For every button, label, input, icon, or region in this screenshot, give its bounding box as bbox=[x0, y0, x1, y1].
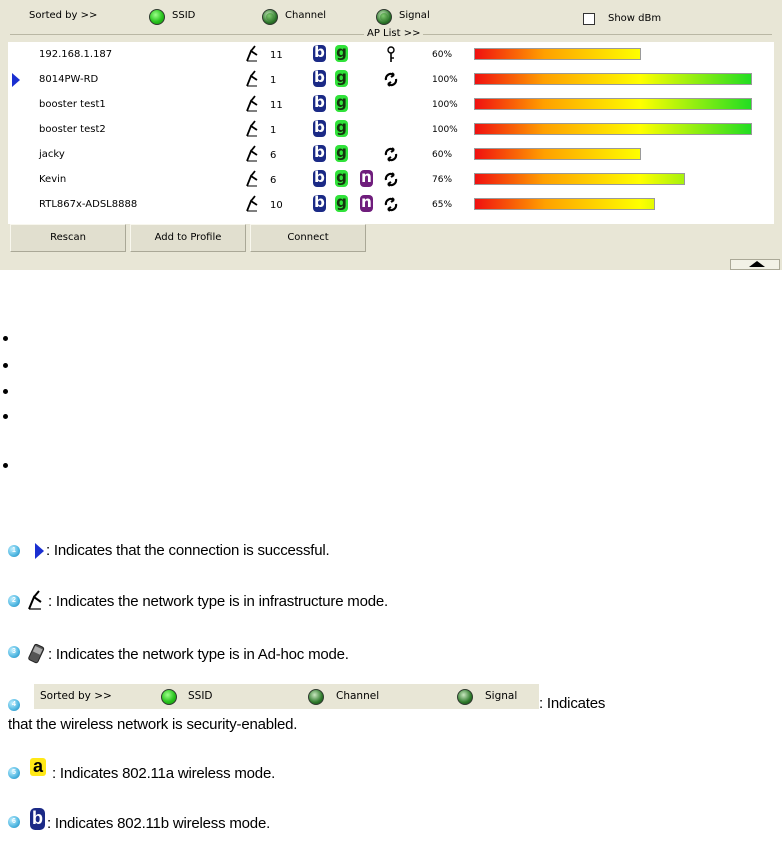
channel-radio-icon bbox=[308, 689, 324, 705]
ssid-label: SSID bbox=[188, 690, 213, 702]
signal-percent: 100% bbox=[432, 100, 458, 110]
legend-mode-b-text: : Indicates 802.11b wireless mode. bbox=[47, 815, 271, 832]
sort-signal-radio[interactable] bbox=[376, 9, 392, 25]
mode-g-icon: g bbox=[336, 43, 347, 61]
connect-button[interactable]: Connect bbox=[250, 224, 366, 252]
signal-strength-bar bbox=[474, 98, 752, 110]
mode-g-icon: g bbox=[336, 193, 347, 211]
signal-percent: 60% bbox=[432, 50, 453, 60]
ap-row[interactable] bbox=[8, 42, 774, 67]
number-badge: 2 bbox=[8, 595, 20, 607]
signal-radio-icon bbox=[457, 689, 473, 705]
mode-g-icon: g bbox=[336, 168, 347, 186]
mode-g-icon: g bbox=[336, 93, 347, 111]
infrastructure-icon bbox=[245, 170, 261, 188]
signal-percent: 60% bbox=[432, 150, 453, 160]
ap-list bbox=[8, 42, 774, 224]
ap-row[interactable] bbox=[8, 117, 774, 142]
ap-row[interactable] bbox=[8, 67, 774, 92]
signal-percent: 65% bbox=[432, 200, 453, 210]
add-to-profile-button[interactable]: Add to Profile bbox=[130, 224, 246, 252]
ap-row[interactable] bbox=[8, 142, 774, 167]
mode-b-icon: b bbox=[314, 143, 325, 161]
sort-signal-label[interactable]: Signal bbox=[399, 10, 430, 21]
bullet bbox=[3, 363, 8, 368]
signal-strength-bar bbox=[474, 123, 752, 135]
infrastructure-icon bbox=[245, 145, 261, 163]
ap-list-panel bbox=[0, 0, 782, 270]
mode-b-icon: b bbox=[314, 68, 325, 86]
channel-text: 11 bbox=[270, 50, 283, 61]
legend-adhoc-text: : Indicates the network type is in Ad-hoc mode. bbox=[48, 646, 349, 663]
mode-b-icon: b bbox=[314, 93, 325, 111]
sort-channel-label[interactable]: Channel bbox=[285, 10, 327, 21]
signal-strength-bar bbox=[474, 173, 685, 185]
number-badge: 6 bbox=[8, 816, 20, 828]
infrastructure-icon bbox=[245, 70, 261, 88]
mode-b-icon: b bbox=[32, 808, 43, 828]
channel-text: 6 bbox=[270, 175, 277, 186]
ssid-radio-icon bbox=[161, 689, 177, 705]
infrastructure-icon bbox=[245, 120, 261, 138]
signal-percent: 100% bbox=[432, 125, 458, 135]
sort-bar-sample bbox=[34, 684, 539, 709]
bullet bbox=[3, 389, 8, 394]
wpa-icon bbox=[383, 196, 399, 213]
mode-n-icon: n bbox=[361, 168, 372, 186]
number-badge: 5 bbox=[8, 767, 20, 779]
mode-b-icon: b bbox=[314, 168, 325, 186]
signal-strength-bar bbox=[474, 48, 641, 60]
legend-security-text-2: that the wireless network is security-enabled. bbox=[8, 716, 298, 733]
infrastructure-icon bbox=[245, 195, 261, 213]
wpa-icon bbox=[383, 71, 399, 88]
collapse-arrow-button[interactable] bbox=[730, 259, 780, 270]
adhoc-icon bbox=[26, 642, 46, 666]
infrastructure-icon bbox=[245, 95, 261, 113]
ap-list-title: AP List >> bbox=[364, 28, 423, 39]
sorted-by-label: Sorted by >> bbox=[29, 10, 98, 21]
infrastructure-icon bbox=[26, 589, 46, 611]
rescan-button[interactable]: Rescan bbox=[10, 224, 126, 252]
signal-strength-bar bbox=[474, 198, 655, 210]
mode-b-icon: b bbox=[314, 193, 325, 211]
wpa-icon bbox=[383, 171, 399, 188]
ssid-text: RTL867x-ADSL8888 bbox=[39, 199, 138, 210]
number-badge: 4 bbox=[8, 699, 20, 711]
sort-ssid-label[interactable]: SSID bbox=[172, 10, 196, 21]
channel-text: 10 bbox=[270, 200, 283, 211]
legend-infrastructure-text: : Indicates the network type is in infrastructure mode. bbox=[48, 593, 388, 610]
ap-row[interactable] bbox=[8, 167, 774, 192]
channel-text: 6 bbox=[270, 150, 277, 161]
signal-percent: 100% bbox=[432, 75, 458, 85]
bullet bbox=[3, 414, 8, 419]
legend-security-text-1: : Indicates bbox=[539, 695, 606, 712]
ap-row[interactable] bbox=[8, 92, 774, 117]
show-dbm-checkbox[interactable] bbox=[583, 13, 595, 25]
signal-strength-bar bbox=[474, 148, 641, 160]
sorted-by-label: Sorted by >> bbox=[40, 690, 112, 702]
channel-label: Channel bbox=[336, 690, 380, 702]
ssid-text: 192.168.1.187 bbox=[39, 49, 113, 60]
mode-b-icon: b bbox=[314, 118, 325, 136]
mode-a-icon: a bbox=[30, 758, 46, 776]
signal-percent: 76% bbox=[432, 175, 453, 185]
sort-channel-radio[interactable] bbox=[262, 9, 278, 25]
sort-ssid-radio[interactable] bbox=[149, 9, 165, 25]
ssid-text: Kevin bbox=[39, 174, 67, 185]
ssid-text: booster test2 bbox=[39, 124, 106, 135]
legend-mode-a-text: : Indicates 802.11a wireless mode. bbox=[52, 765, 276, 782]
key-icon bbox=[383, 46, 399, 63]
channel-text: 1 bbox=[270, 75, 277, 86]
connected-arrow-icon bbox=[35, 543, 44, 559]
ssid-text: booster test1 bbox=[39, 99, 106, 110]
channel-text: 1 bbox=[270, 125, 277, 136]
number-badge: 3 bbox=[8, 646, 20, 658]
show-dbm-label[interactable]: Show dBm bbox=[608, 13, 662, 24]
ap-row[interactable] bbox=[8, 192, 774, 217]
channel-text: 11 bbox=[270, 100, 283, 111]
mode-g-icon: g bbox=[336, 118, 347, 136]
ssid-text: jacky bbox=[39, 149, 65, 160]
legend-connected-text: : Indicates that the connection is successful. bbox=[46, 542, 330, 559]
mode-n-icon: n bbox=[361, 193, 372, 211]
mode-g-icon: g bbox=[336, 68, 347, 86]
signal-strength-bar bbox=[474, 73, 752, 85]
bullet bbox=[3, 336, 8, 341]
number-badge: 1 bbox=[8, 545, 20, 557]
mode-g-icon: g bbox=[336, 143, 347, 161]
wpa-icon bbox=[383, 146, 399, 163]
mode-b-icon: b bbox=[314, 43, 325, 61]
ssid-text: 8014PW-RD bbox=[39, 74, 99, 85]
infrastructure-icon bbox=[245, 45, 261, 63]
connected-arrow-icon bbox=[12, 73, 20, 87]
signal-label: Signal bbox=[485, 690, 518, 702]
bullet bbox=[3, 463, 8, 468]
